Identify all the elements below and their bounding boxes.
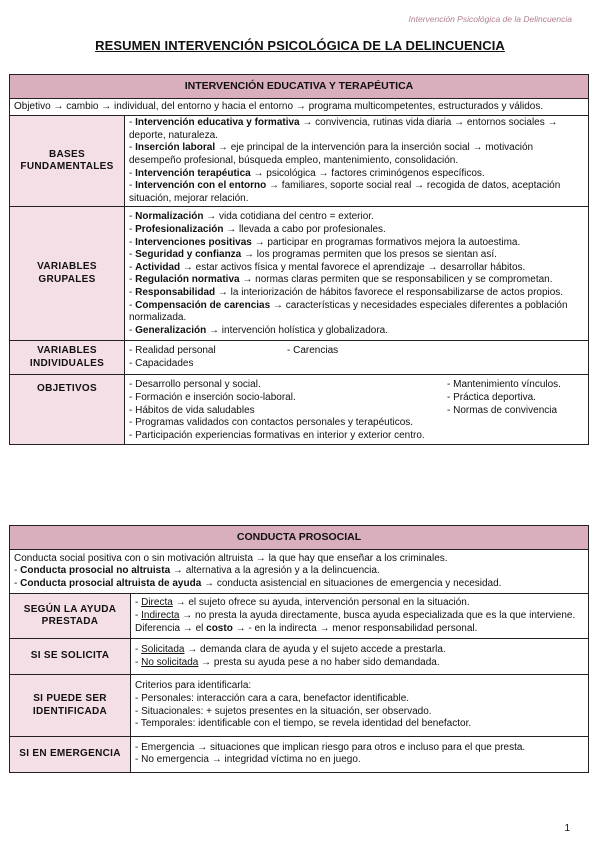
ayuda-content: - Directa → el sujeto ofrece su ayuda, intervención personal en la situación. - Indirecta → no presta la ayuda directamente, busca ayuda especializada que es la que interviene. Diferencia → el costo → - en la indirecta → menor responsabilidad personal. — [131, 594, 589, 639]
solicita-content: - Solicitada → demanda clara de ayuda y el sujeto accede a prestarla. - No solicitada → presta su ayuda pese a no haber sido demandada. — [131, 639, 589, 675]
row-label: BASES FUNDAMENTALES — [10, 116, 125, 207]
grupales-content: - Normalización → vida cotidiana del centro = exterior. - Profesionalización → llevada a cabo por profesionales. - Intervenciones positivas → participar en programas formativos mejora la autoestima. - Seguridad y confianza → los programas permiten que los presos se sientan así. - Actividad → estar activos física y mental favorece el aprendizaje → desarrollar hábitos. - Regulación normativa → normas claras permiten que se responsabilicen y se comprometan. - Responsabilidad → la interiorización de hábitos favorece el responsabilizarse de actos propios. - Compensación de carencias → características y necesidades especiales diferentes a población normalizada. - Generalización → intervención holística y globalizadora. — [125, 207, 589, 341]
section-intro: Objetivo → cambio → individual, del entorno y hacia el entorno → programa multicompetentes, estructurados y válidos. — [10, 98, 589, 116]
identificada-content: Criterios para identificarla: - Personales: interacción cara a cara, benefactor identificable. - Situacionales: + sujetos presentes en la situación, ser observado. - Temporales: identificable con el tiempo, se revela identidad del benefactor. — [131, 675, 589, 736]
section-heading: INTERVENCIÓN EDUCATIVA Y TERAPÉUTICA — [10, 75, 589, 99]
page-title: RESUMEN INTERVENCIÓN PSICOLÓGICA DE LA DELINCUENCIA — [95, 38, 505, 53]
section-heading: CONDUCTA PROSOCIAL — [10, 526, 589, 550]
emergencia-content: - Emergencia → situaciones que implican riesgo para otros e incluso para el que presta. - No emergencia → integridad víctima no en juego. — [131, 736, 589, 772]
row-label: VARIABLES INDIVIDUALES — [10, 341, 125, 375]
row-label: SI EN EMERGENCIA — [10, 736, 131, 772]
prosocial-table — [9, 525, 589, 773]
running-header: Intervención Psicológica de la Delincuencia — [408, 14, 572, 24]
row-label: OBJETIVOS — [10, 375, 125, 445]
row-label: SI PUEDE SER IDENTIFICADA — [10, 675, 131, 736]
page-number: 1 — [564, 823, 570, 834]
row-label: SI SE SOLICITA — [10, 639, 131, 675]
intervention-table — [9, 74, 589, 445]
row-label: VARIABLES GRUPALES — [10, 207, 125, 341]
individuales-content: - Realidad personal - Capacidades - Carencias — [125, 341, 589, 375]
row-label: SEGÚN LA AYUDA PRESTADA — [10, 594, 131, 639]
bases-content: - Intervención educativa y formativa → convivencia, rutinas vida diaria → entornos sociales → deporte, naturaleza. - Inserción laboral → eje principal de la intervención para la inserción social → motivación desempeño profesional, búsqueda empleo, mantenimiento, consolidación. - Intervención terapéutica → psicológica → factores criminógenos específicos. - Intervención con el entorno → familiares, soporte social real → recogida de datos, aceptación situación, mejorar relación. — [125, 116, 589, 207]
section-intro: Conducta social positiva con o sin motivación altruista → la que hay que enseñar a los criminales. - Conducta prosocial no altruista → alternativa a la agresión y a la delincuencia. - Conducta prosocial altruista de ayuda → conducta asistencial en situaciones de emergencia y necesidad. — [10, 549, 589, 594]
objetivos-content: - Desarrollo personal y social. - Formación e inserción socio-laboral. - Hábitos de vida saludables - Mantenimiento vínculos. - Práctica deportiva. - Normas de convivencia - Programas validados con contactos personales y terapéuticos. - Participación experiencias formativas en interior y exterior centro. — [125, 375, 589, 445]
